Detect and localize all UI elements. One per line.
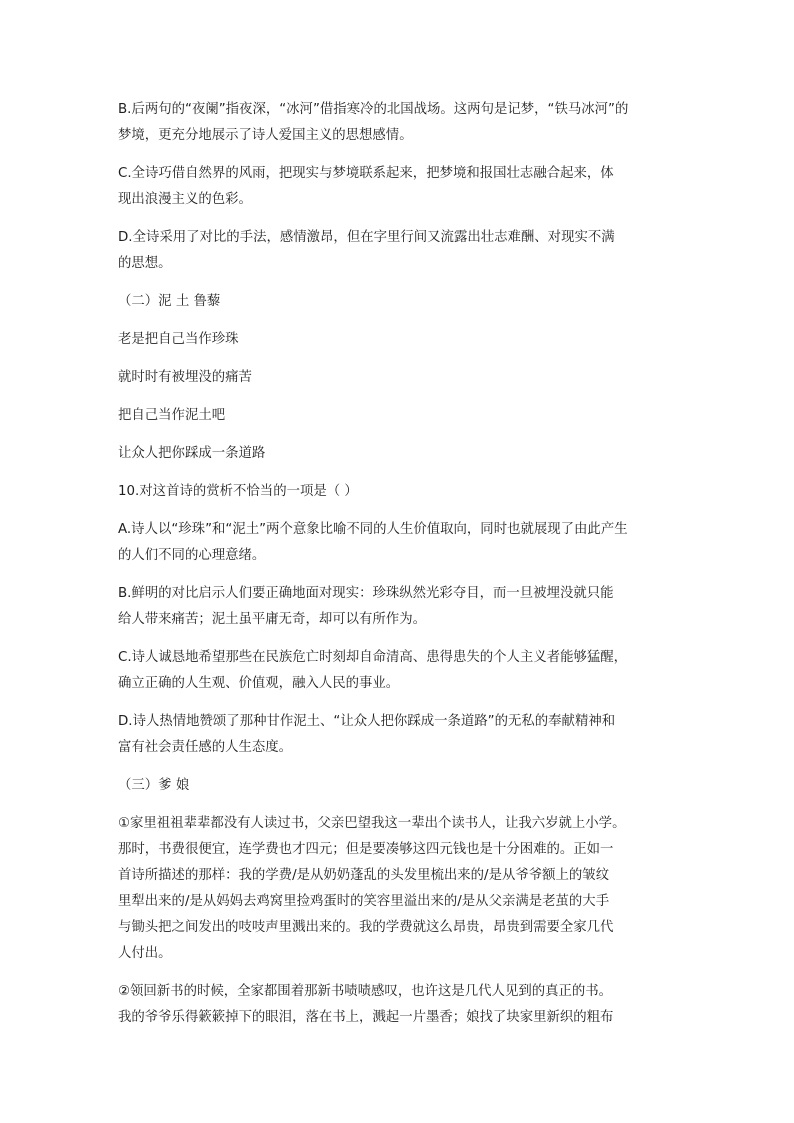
poem-line-3 bbox=[118, 403, 678, 429]
opt-10d bbox=[118, 709, 678, 761]
text-line: 就时时有被埋没的痛苦 bbox=[118, 370, 252, 385]
text-line: （二）泥 土 鲁藜 bbox=[118, 294, 221, 309]
text-line: 老是把自己当作珍珠 bbox=[118, 332, 239, 347]
text-line: （三）爹 娘 bbox=[118, 778, 190, 793]
text-line: C.全诗巧借自然界的风雨，把现实与梦境联系起来，把梦境和报国壮志融合起来，体 bbox=[118, 166, 614, 181]
text-line: 人付出。 bbox=[118, 946, 172, 961]
article-para-2 bbox=[118, 979, 678, 1031]
opt-10a bbox=[118, 517, 678, 569]
section-2-title bbox=[118, 289, 678, 315]
opt-10c bbox=[118, 645, 678, 697]
text-line: 10.对这首诗的赏析不恰当的一项是（ ） bbox=[118, 484, 358, 499]
text-line: 首诗所描述的那样：我的学费/是从奶奶蓬乱的头发里梳出来的/是从爷爷额上的皱纹 bbox=[118, 868, 610, 883]
text-line: 让众人把你踩成一条道路 bbox=[118, 446, 266, 461]
opt-9d bbox=[118, 225, 678, 277]
opt-10b bbox=[118, 581, 678, 633]
poem-line-2 bbox=[118, 365, 678, 391]
question-10 bbox=[118, 479, 678, 505]
section-3-title bbox=[118, 773, 678, 799]
text-line: 与锄头把之间发出的吱吱声里溅出来的。我的学费就这么昂贵，昂贵到需要全家几代 bbox=[118, 920, 614, 935]
opt-9b bbox=[118, 97, 678, 149]
text-line: A.诗人以“珍珠”和“泥土”两个意象比喻不同的人生价值取向，同时也就展现了由此产生 bbox=[118, 522, 628, 537]
article-para-1 bbox=[118, 811, 678, 967]
text-line: ②领回新书的时候，全家都围着那新书啧啧感叹，也许这是几代人见到的真正的书。 bbox=[118, 984, 613, 999]
text-line: 的人们不同的心理意绪。 bbox=[118, 548, 266, 563]
text-line: ①家里祖祖辈辈都没有人读过书，父亲巴望我这一辈出个读书人，让我六岁就上小学。 bbox=[118, 816, 626, 831]
text-line: B.后两句的“夜阑”指夜深，“冰河”借指寒冷的北国战场。这两句是记梦，“铁马冰河”的 bbox=[118, 102, 629, 117]
text-line: 确立正确的人生观、价值观，融入人民的事业。 bbox=[118, 676, 400, 691]
text-line: 给人带来痛苦；泥土虽平庸无奇，却可以有所作为。 bbox=[118, 612, 426, 627]
text-line: 梦境，更充分地展示了诗人爱国主义的思想感情。 bbox=[118, 128, 413, 143]
text-line: 我的爷爷乐得簌簌掉下的眼泪，落在书上，溅起一片墨香；娘找了块家里新织的粗布 bbox=[118, 1010, 614, 1025]
opt-9c bbox=[118, 161, 678, 213]
text-line: 现出浪漫主义的色彩。 bbox=[118, 192, 252, 207]
text-line: 的思想。 bbox=[118, 256, 172, 271]
text-line: 里犁出来的/是从妈妈去鸡窝里捡鸡蛋时的笑容里溢出来的/是从父亲满是老茧的大手 bbox=[118, 894, 610, 909]
text-line: D.全诗采用了对比的手法，感情激昂，但在字里行间又流露出壮志难酬、对现实不满 bbox=[118, 230, 615, 245]
text-line: 那时，书费很便宜，连学费也才四元；但是要凑够这四元钱也是十分困难的。正如一 bbox=[118, 842, 614, 857]
poem-line-1 bbox=[118, 327, 678, 353]
text-line: 富有社会责任感的人生态度。 bbox=[118, 740, 293, 755]
text-line: C.诗人诚恳地希望那些在民族危亡时刻却自命清高、患得患失的个人主义者能够猛醒， bbox=[118, 650, 628, 665]
text-line: D.诗人热情地赞颂了那种甘作泥土、“让众人把你踩成一条道路”的无私的奉献精神和 bbox=[118, 714, 616, 729]
text-line: 把自己当作泥土吧 bbox=[118, 408, 226, 423]
poem-line-4 bbox=[118, 441, 678, 467]
text-line: B.鲜明的对比启示人们要正确地面对现实：珍珠纵然光彩夺目，而一旦被埋没就只能 bbox=[118, 586, 614, 601]
document-body bbox=[118, 97, 678, 1031]
